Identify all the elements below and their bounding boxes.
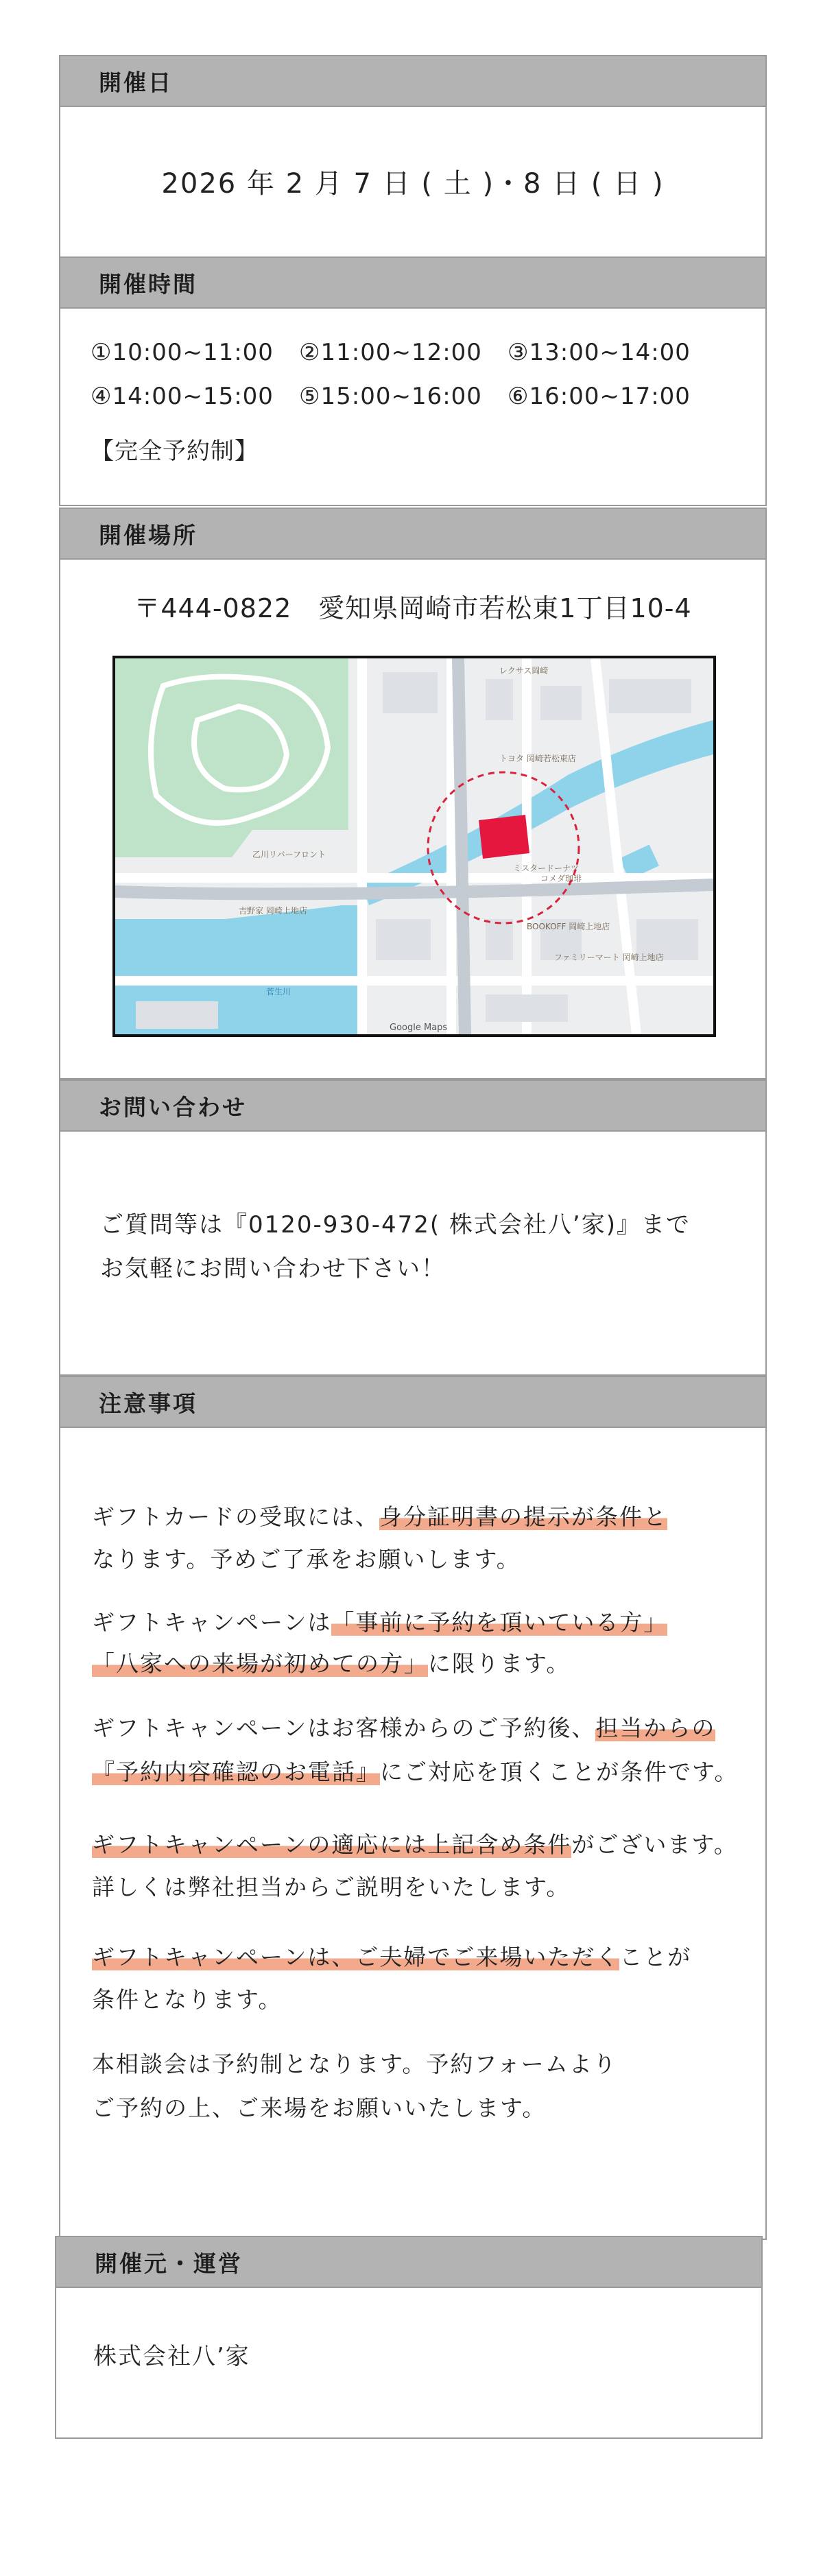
contact-section [59,1080,767,1376]
map-label-bookoff: BOOKOFF 岡崎上地店 [527,922,610,931]
note-5a: ギフトキャンペーンは、ご夫婦でご来場いただくことが [92,1944,692,1970]
organizer-body [55,2288,763,2439]
map-label-komeda: コメダ珈琲 [540,874,582,883]
contact-line-2: お気軽にお問い合わせ下さい！ [100,1255,446,1283]
venue-heading: 開催場所 [59,508,767,560]
time-slot: ③13:00~14:00 [508,339,691,366]
note-6a: 本相談会は予約制となります。予約フォームより [92,2051,617,2077]
map-label-lexus: レクサス岡崎 [499,666,549,676]
date-body [59,107,767,258]
organizer-name: 株式会社八’家 [93,2343,250,2370]
venue-section [59,508,767,1080]
time-slot: ②11:00~12:00 [299,339,482,366]
date-section [59,55,767,258]
time-heading: 開催時間 [59,257,767,309]
time-slot: ④14:00~15:00 [91,383,274,410]
note-2a: ギフトキャンペーンは「事前に予約を頂いている方」 [92,1609,668,1636]
note-3b: 『予約内容確認のお電話』にご対応を頂くことが条件です。 [92,1758,739,1785]
map-label-lake: 菅生川 [266,987,291,997]
time-row-1 [91,339,716,366]
note-4b: 詳しくは弊社担当からご説明をいたします。 [92,1874,571,1900]
note-3a: ギフトキャンペーンはお客様からのご予約後、担当からの [92,1715,716,1741]
map-label-toyota: トヨタ 岡崎若松東店 [499,754,576,763]
reservation-note: 【完全予約制】 [91,438,259,465]
map-label-park: 乙川リバーフロント [252,850,326,859]
notes-heading: 注意事項 [59,1376,767,1428]
time-row-2 [91,383,716,410]
note-4a: ギフトキャンペーンの適応には上記含め条件がございます。 [92,1831,738,1858]
contact-heading: お問い合わせ [59,1080,767,1132]
organizer-heading: 開催元・運営 [55,2236,763,2288]
map-label-yoshinoya: 吉野家 岡崎上地店 [239,906,307,916]
contact-body [59,1132,767,1376]
venue-marker [479,815,529,859]
time-slot: ⑥16:00~17:00 [508,383,691,410]
venue-map[interactable] [112,656,716,1037]
time-body [59,309,767,506]
note-2b: 「八家への来場が初めての方」に限ります。 [92,1650,571,1677]
notes-body [59,1428,767,2240]
map-label-mister: ミスタードーナツ [513,863,579,873]
venue-address: 〒444-0822 愛知県岡崎市若松東1丁目10-4 [134,593,692,623]
organizer-section [55,2236,763,2439]
map-graphic [115,658,713,1034]
note-1a: ギフトカードの受取には、身分証明書の提示が条件と [92,1503,668,1530]
time-slot: ⑤15:00~16:00 [299,383,482,410]
time-slot: ①10:00~11:00 [91,339,274,366]
time-section [59,257,767,506]
event-date: 2026 年 2 月 7 日 ( 土 )・8 日 ( 日 ) [161,168,665,200]
venue-body [59,560,767,1080]
note-1b: なります。予めご了承をお願いします。 [92,1546,521,1573]
notes-section [59,1376,767,2240]
contact-line-1: ご質問等は『0120-930-472( 株式会社八’家)』まで [100,1211,691,1239]
map-attribution: Google Maps [390,1023,448,1033]
map-label-family: ファミリーマート 岡崎上地店 [554,953,664,962]
date-heading: 開催日 [59,55,767,107]
note-6b: ご予約の上、ご来場をお願いいたします。 [92,2095,547,2121]
note-5b: 条件となります。 [92,1986,283,2013]
